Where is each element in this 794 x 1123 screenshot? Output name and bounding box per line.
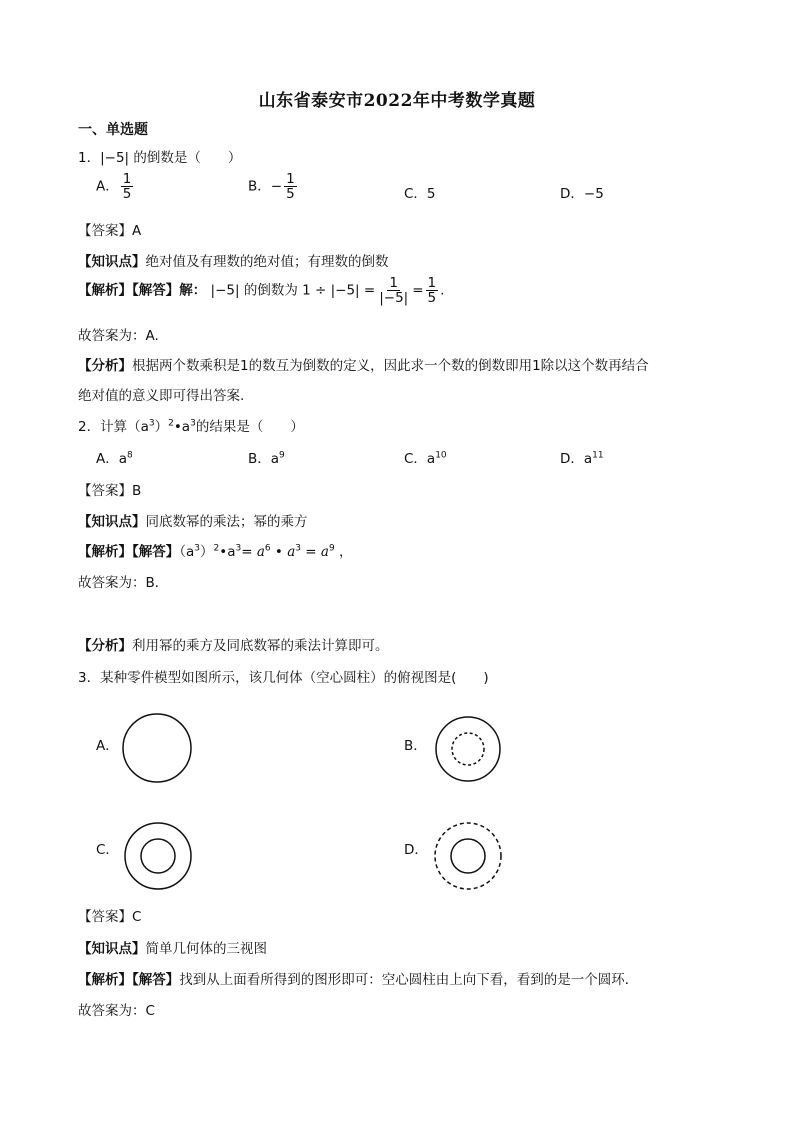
q3-option-d-label: D． — [404, 842, 428, 858]
q1-knowledge — [78, 250, 389, 270]
q1-analysis-f2-num: 1 — [427, 275, 437, 291]
q1-analysis-f1-num: 1 — [389, 275, 399, 291]
q1-option-a-num: 1 — [122, 171, 132, 187]
q3-option-a-figure — [120, 711, 194, 785]
q3-option-b-inner-dashed-circle — [452, 733, 484, 765]
q2-analysis-sup1: 3 — [194, 543, 201, 554]
q1-fenxi-line1 — [78, 354, 649, 374]
q3-stem: 3．某种零件模型如图所示，该几何体（空心圆柱）的俯视图是( ) — [78, 670, 489, 686]
q2-option-b-text: B．a — [248, 451, 280, 467]
q2-fenxi-tag: 【分析】 — [78, 638, 132, 654]
q2-option-c-sup: 10 — [435, 450, 447, 461]
q3-option-b-figure — [432, 713, 504, 785]
q2-analysis-tag: 【解析】【解答】 — [78, 544, 180, 560]
q1-option-b — [248, 172, 299, 201]
q1-option-b-label: B． — [248, 178, 271, 195]
section-heading: 一、单选题 — [78, 122, 148, 138]
q2-option-d-sup: 11 — [592, 450, 604, 461]
q2-option-b-sup: 9 — [279, 450, 285, 461]
q3-knowledge-tag: 【知识点】 — [78, 941, 146, 957]
q2-option-b — [248, 447, 285, 467]
q1-option-b-den: 5 — [286, 186, 295, 203]
q1-option-b-num: 1 — [286, 171, 295, 187]
q3-option-c-label: C． — [96, 842, 119, 858]
q1-option-a-fraction — [121, 172, 134, 201]
q1-stem — [78, 146, 241, 166]
q2-analysis-g: a — [287, 544, 296, 560]
q2-analysis-a: （a — [179, 544, 195, 560]
q2-stem-d: 的结果是（ ） — [195, 419, 304, 435]
q1-option-a — [96, 172, 135, 201]
q2-stem-c: •a — [173, 419, 191, 435]
q1-analysis-fraction-1 — [377, 276, 410, 305]
q1-knowledge-tag: 【知识点】 — [78, 254, 146, 270]
q3-option-a-label: A． — [96, 738, 119, 754]
q3-option-c-figure — [122, 820, 194, 892]
q3-analysis-tag: 【解析】【解答】 — [78, 972, 180, 988]
q1-stem-text: 的倒数是（ ） — [129, 150, 242, 166]
q2-fenxi — [78, 634, 389, 654]
q2-knowledge-text: 同底数幂的乘法；幂的乘方 — [145, 514, 308, 530]
q2-analysis-sup3: 3 — [235, 543, 242, 554]
q2-analysis-sup2: 2 — [213, 543, 220, 554]
q3-option-c-outer-circle — [125, 823, 191, 889]
q2-option-a-sup: 8 — [127, 450, 133, 461]
q2-analysis-h: = — [300, 544, 321, 560]
q2-analysis-sup4: 6 — [264, 543, 271, 554]
q2-fenxi-text: 利用幂的乘方及同底数幂的乘法计算即可。 — [132, 638, 389, 654]
q2-answer: 【答案】B — [78, 483, 142, 499]
q2-analysis — [78, 540, 352, 560]
q3-option-d-outer-dashed-circle — [435, 823, 501, 889]
q2-option-c — [404, 447, 447, 467]
q2-stem-sup3: 3 — [190, 418, 196, 429]
q2-conclusion: 故答案为：B． — [78, 575, 169, 591]
q2-stem — [78, 415, 304, 435]
q2-analysis-e: a — [256, 544, 265, 560]
q1-analysis-f2-den: 5 — [427, 290, 437, 307]
q2-stem-sup2: 2 — [168, 418, 174, 429]
q1-abs: |−5| — [100, 150, 130, 166]
q2-stem-sup1: 3 — [148, 418, 155, 429]
q2-knowledge — [78, 510, 308, 530]
q3-answer: 【答案】C — [78, 909, 142, 925]
q2-analysis-f: • — [270, 544, 288, 560]
q1-option-c: C．5 — [404, 186, 436, 202]
q1-option-a-label: A． — [96, 178, 119, 195]
q1-option-b-fraction — [284, 172, 297, 201]
q2-analysis-j: ， — [334, 544, 353, 560]
q2-analysis-b: ） — [200, 544, 214, 560]
q3-option-c-inner-circle — [141, 839, 175, 873]
q1-knowledge-text: 绝对值及有理数的绝对值；有理数的倒数 — [145, 254, 389, 270]
q2-stem-a: 2．计算（a — [78, 419, 149, 435]
document-title: 山东省泰安市2022年中考数学真题 — [258, 91, 536, 111]
q1-number: 1． — [78, 150, 101, 166]
q1-analysis-eq: = — [412, 282, 424, 299]
q2-analysis-i: a — [320, 544, 329, 560]
q2-option-d — [560, 447, 604, 467]
q1-option-d: D．−5 — [560, 186, 604, 202]
q1-analysis-fraction-2 — [426, 276, 439, 305]
q3-option-b-outer-circle — [436, 717, 500, 781]
q1-option-a-den: 5 — [122, 186, 132, 203]
q1-answer: 【答案】A — [78, 223, 142, 239]
q3-analysis-text: 找到从上面看所得到的图形即可：空心圆柱由上向下看，看到的是一个圆环． — [179, 972, 639, 988]
q2-stem-b: ） — [154, 419, 169, 435]
q1-fenxi-line2: 绝对值的意义即可得出答案. — [78, 388, 245, 404]
q2-option-a-text: A．a — [96, 451, 128, 467]
q3-option-d-figure — [432, 820, 504, 892]
q2-analysis-d: = — [241, 544, 257, 560]
q3-conclusion: 故答案为：C — [78, 1003, 155, 1019]
q3-option-d-inner-circle — [451, 839, 485, 873]
q2-knowledge-tag: 【知识点】 — [78, 514, 146, 530]
q3-knowledge-text: 简单几何体的三视图 — [145, 941, 267, 957]
q2-analysis-c: •a — [219, 544, 236, 560]
q3-knowledge — [78, 937, 267, 957]
q2-analysis-sup6: 9 — [328, 543, 335, 554]
q2-option-a — [96, 447, 133, 467]
q1-fenxi-text-1: 根据两个数乘积是1的数互为倒数的定义，因此求一个数的倒数即用1除以这个数再结合 — [132, 358, 649, 374]
q1-analysis-end: . — [440, 282, 445, 299]
q3-option-a-outer-circle — [123, 714, 191, 782]
q3-option-b-label: B． — [404, 738, 427, 754]
q1-analysis-f1-den: |−5| — [379, 290, 409, 307]
q3-analysis — [78, 968, 638, 988]
q1-analysis — [78, 276, 444, 305]
q2-option-c-text: C．a — [404, 451, 436, 467]
q1-fenxi-tag: 【分析】 — [78, 358, 132, 374]
q2-analysis-sup5: 3 — [295, 543, 301, 554]
q1-conclusion: 故答案为：A. — [78, 328, 159, 344]
q1-analysis-tag: 【解析】【解答】解： — [78, 282, 207, 299]
q2-option-d-text: D．a — [560, 451, 593, 467]
q1-option-b-sign: − — [270, 178, 283, 195]
q1-analysis-mid: |−5| 的倒数为 1 ÷ |−5| = — [210, 282, 376, 299]
